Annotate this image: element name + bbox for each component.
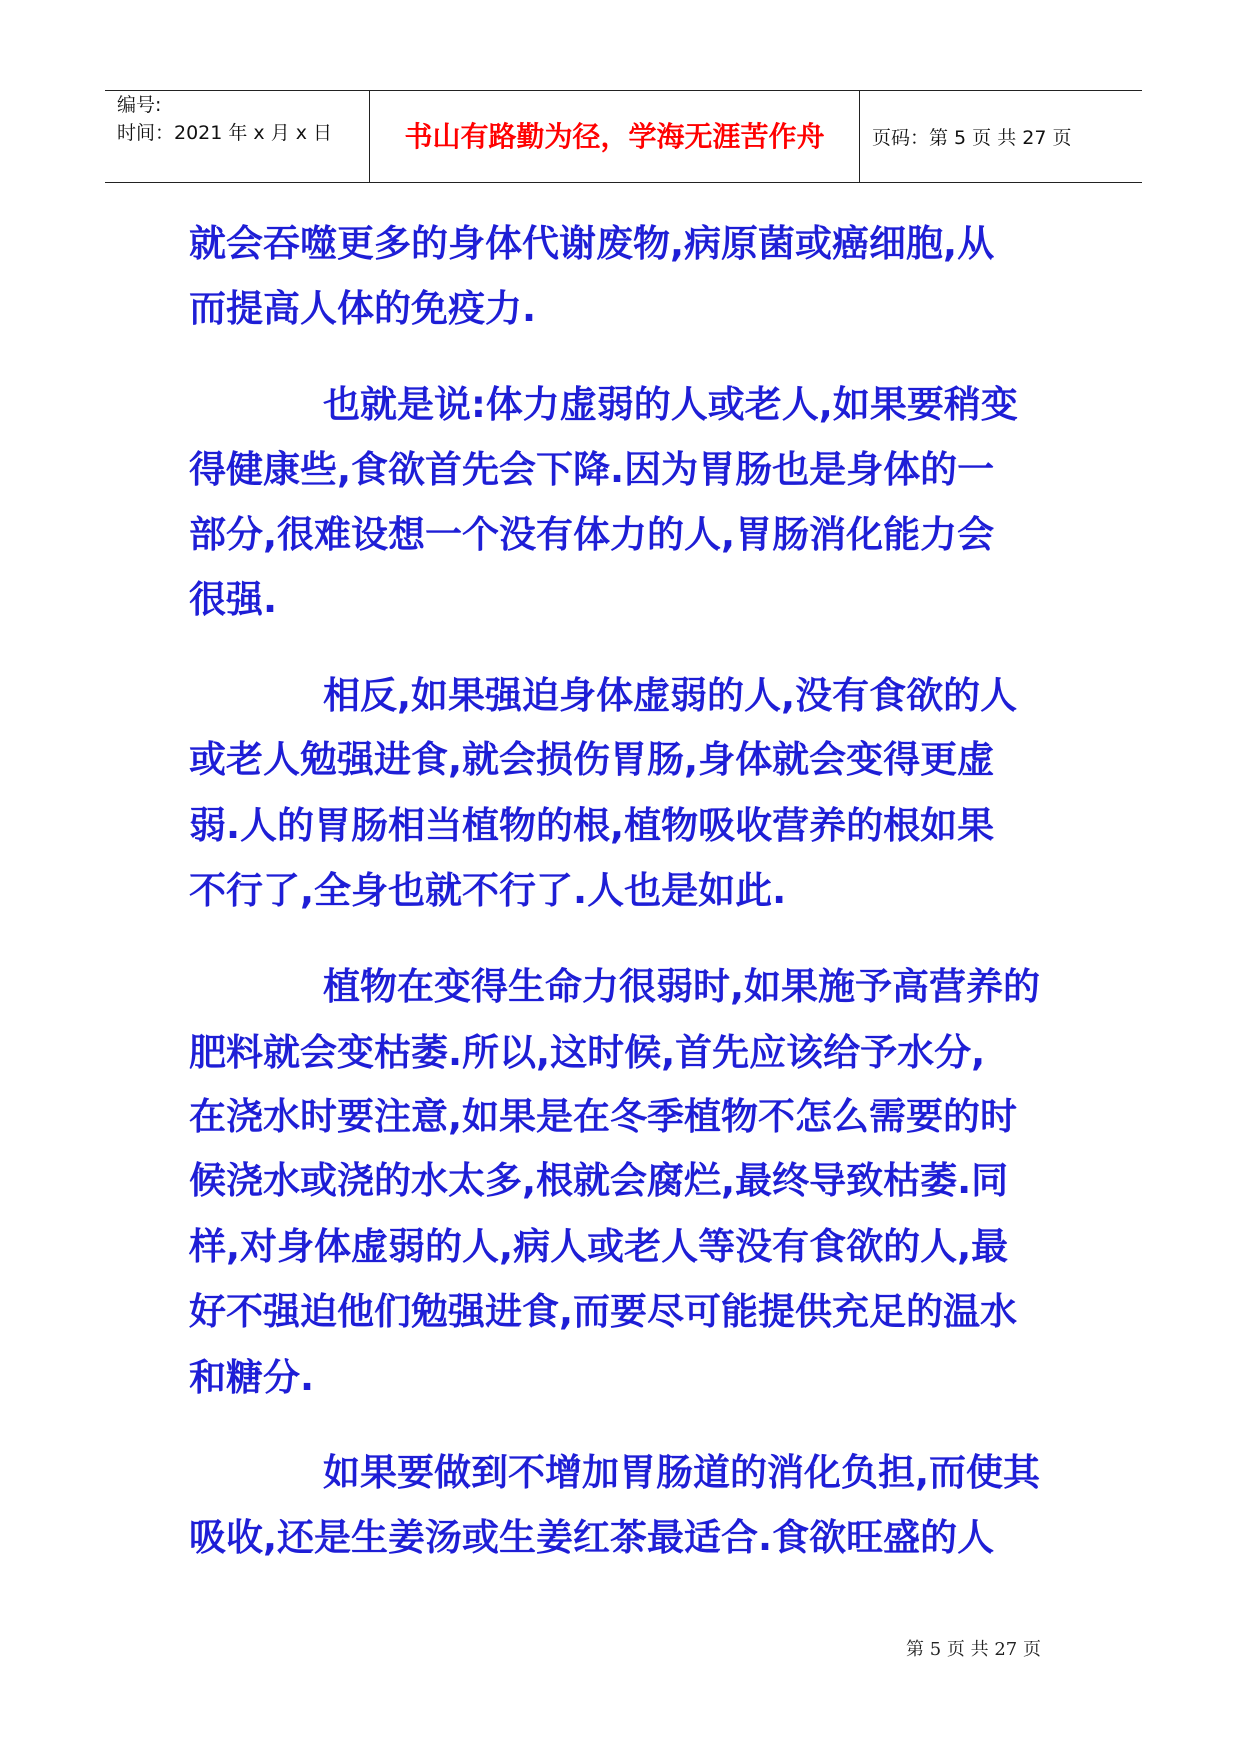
- document-time-label: 时间：2021 年 x 月 x 日: [117, 122, 333, 144]
- text-line: 植物在变得生命力很弱时,如果施予高营养的: [323, 965, 1041, 1008]
- text-line: 很强.: [189, 578, 278, 621]
- text-line: 相反,如果强迫身体虚弱的人,没有食欲的人: [323, 674, 1018, 717]
- text-line: 弱.人的胃肠相当植物的根,植物吸收营养的根如果: [189, 804, 995, 847]
- header-motto: 书山有路勤为径，学海无涯苦作舟: [404, 120, 825, 153]
- text-line: 部分,很难设想一个没有体力的人,胃肠消化能力会: [189, 513, 995, 556]
- text-line: 不行了,全身也就不行了.人也是如此.: [189, 869, 787, 912]
- document-number-label: 编号:: [117, 94, 162, 116]
- text-line: 得健康些,食欲首先会下降.因为胃肠也是身体的一: [189, 448, 995, 491]
- text-line: 好不强迫他们勉强进食,而要尽可能提供充足的温水: [189, 1290, 1018, 1333]
- header-top-rule: [105, 90, 1142, 91]
- text-line: 和糖分.: [189, 1356, 315, 1399]
- header-bottom-rule: [105, 182, 1142, 183]
- text-line: 就会吞噬更多的身体代谢废物,病原菌或癌细胞,从: [189, 222, 995, 265]
- header-divider-right: [859, 90, 860, 182]
- text-line: 如果要做到不增加胃肠道的消化负担,而使其: [323, 1451, 1041, 1494]
- text-line: 肥料就会变枯萎.所以,这时候,首先应该给予水分,: [189, 1031, 986, 1074]
- text-line: 吸收,还是生姜汤或生姜红茶最适合.食欲旺盛的人: [189, 1516, 995, 1559]
- text-line: 候浇水或浇的水太多,根就会腐烂,最终导致枯萎.同: [189, 1159, 1009, 1202]
- text-line: 也就是说:体力虚弱的人或老人,如果要稍变: [323, 383, 1018, 426]
- text-line: 在浇水时要注意,如果是在冬季植物不怎么需要的时: [189, 1095, 1018, 1138]
- text-line: 或老人勉强进食,就会损伤胃肠,身体就会变得更虚: [189, 738, 995, 781]
- text-line: 样,对身体虚弱的人,病人或老人等没有食欲的人,最: [189, 1225, 1009, 1268]
- text-line: 而提高人体的免疫力.: [189, 287, 537, 330]
- page-footer-number: 第 5 页 共 27 页: [906, 1639, 1041, 1660]
- header-page-info: 页码：第 5 页 共 27 页: [872, 127, 1072, 149]
